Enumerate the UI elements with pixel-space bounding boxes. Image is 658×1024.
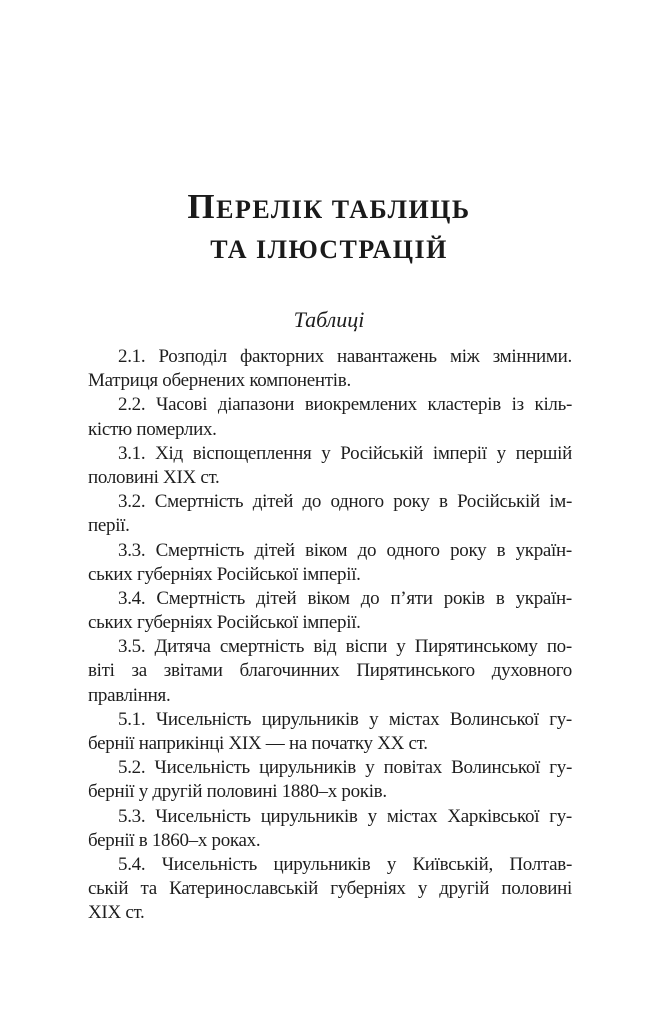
toc-entry-line: Матриця обернених компонентів.: [88, 370, 351, 392]
toc-entry-line: бернії наприкінці XIX — на початку XX ст.: [88, 733, 428, 754]
toc-list: [88, 345, 572, 926]
toc-entry-line: ських губерніях Російської імперії.: [88, 563, 361, 585]
toc-entry-line: ській та Катеринославській губерніях у другій половині: [88, 878, 572, 900]
toc-entry-line: ських губерніях Російської імперії.: [88, 612, 361, 634]
toc-entry-line: бернії в 1860–х роках.: [88, 829, 261, 851]
toc-entry-line: бернії у другій половині 1880–х років.: [88, 781, 387, 803]
toc-entry-line: 2.1. Розподіл факторних навантажень між змінними.: [118, 346, 572, 367]
page-title-line-2: ТА ІЛЮСТРАЦІЙ: [210, 235, 448, 264]
toc-entry-line: 2.2. Часові діапазони виокремлених кластерів із кіль-: [118, 394, 572, 416]
toc-entry-line: XIX ст.: [88, 902, 145, 924]
toc-entry-line: правління.: [88, 684, 171, 706]
toc-entry-line: 3.3. Смертність дітей віком до одного року в україн-: [118, 539, 572, 561]
toc-entry-line: 5.3. Чисельність цирульників у містах Харківської гу-: [118, 805, 572, 827]
toc-entry-line: 3.5. Дитяча смертність від віспи у Пирятинському по-: [118, 636, 572, 658]
page-title-line-1: ПЕРЕЛІК ТАБЛИЦЬ: [187, 187, 471, 226]
toc-entry-line: 3.2. Смертність дітей до одного року в Російській ім-: [118, 491, 572, 513]
toc-entry-line: 5.1. Чисельність цирульників у містах Волинської гу-: [118, 708, 572, 730]
toc-entry-line: 3.1. Хід віспощеплення у Російській імперії у першій: [118, 442, 572, 464]
toc-entry-line: 3.4. Смертність дітей віком до п’яти років в україн-: [118, 587, 572, 609]
section-heading: Таблиці: [293, 307, 365, 332]
toc-entry-line: половині XIX ст.: [88, 466, 220, 488]
toc-entry-line: кістю померлих.: [88, 418, 217, 440]
toc-entry-line: віті за звітами благочинних Пирятинського духовного: [88, 660, 572, 682]
toc-entry-line: 5.2. Чисельність цирульників у повітах Волинської гу-: [118, 757, 572, 779]
page-title: [0, 187, 658, 270]
toc-entry-line: перії.: [88, 515, 130, 537]
toc-entry-line: 5.4. Чисельність цирульників у Київській, Полтав-: [118, 853, 572, 875]
